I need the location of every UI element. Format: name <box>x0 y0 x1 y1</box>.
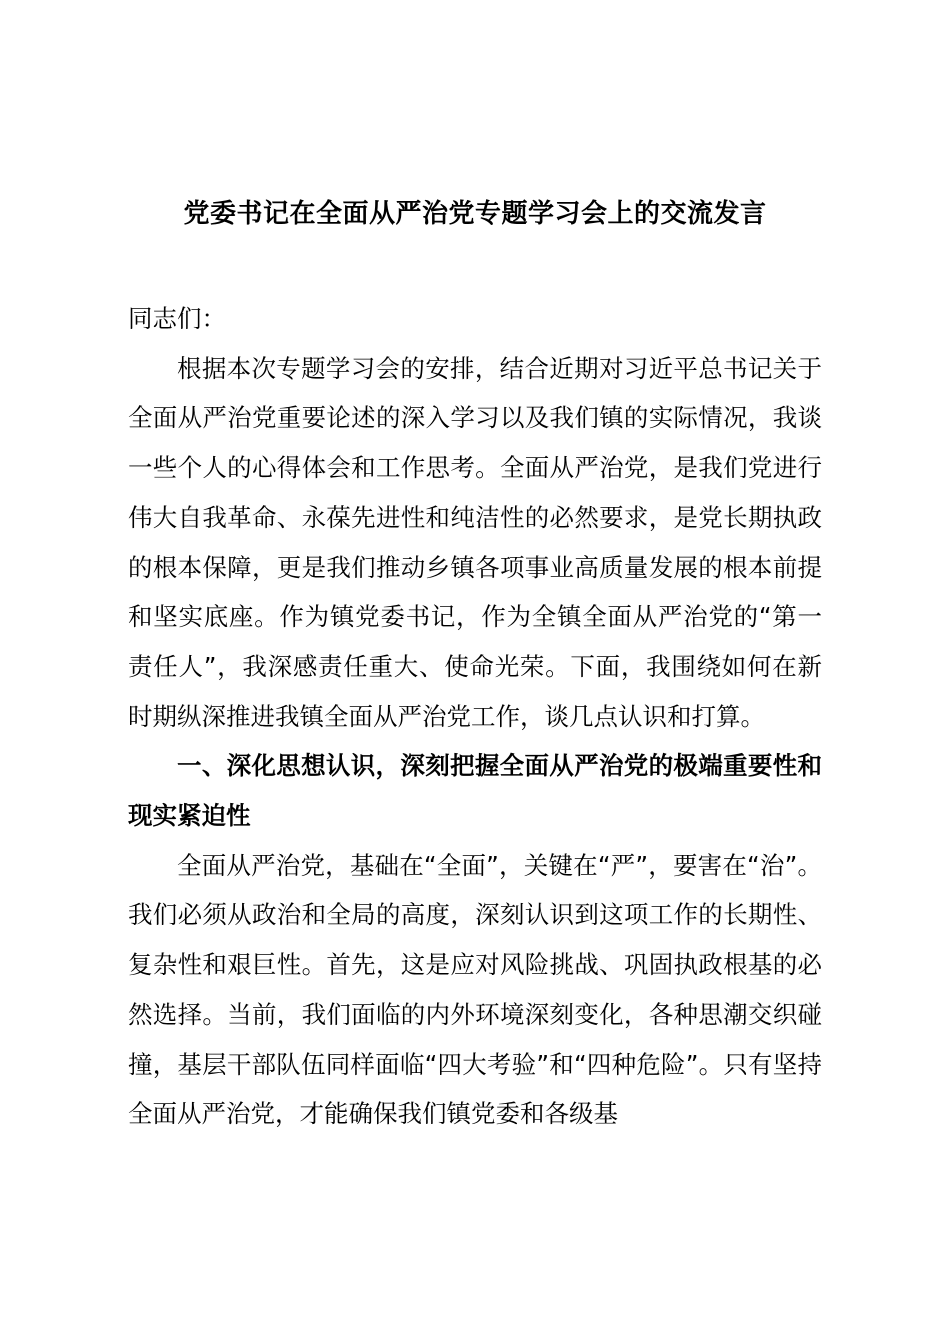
section-paragraph: 全面从严治党，基础在“全面”，关键在“严”，要害在“治”。我们必须从政治和全局的高度，深刻认识到这项工作的长期性、复杂性和艰巨性。首先，这是应对风险挑战、巩固执政根基的必然选择。当前，我们面临的内外环境深刻变化，各种思潮交织碰撞，基层干部队伍同样面临“四大考验”和“四种危险”。只有坚持全面从严治党，才能确保我们镇党委和各级基 <box>128 850 822 1129</box>
salutation: 同志们： <box>128 304 226 333</box>
section-heading: 一、深化思想认识，深刻把握全面从严治党的极端重要性和现实紧迫性 <box>128 751 822 831</box>
document-title: 党委书记在全面从严治党专题学习会上的交流发言 <box>183 199 767 229</box>
document-body <box>128 294 822 1139</box>
intro-paragraph: 根据本次专题学习会的安排，结合近期对习近平总书记关于全面从严治党重要论述的深入学习以及我们镇的实际情况，我谈一些个人的心得体会和工作思考。全面从严治党，是我们党进行伟大自我革命、永葆先进性和纯洁性的必然要求，是党长期执政的根本保障，更是我们推动乡镇各项事业高质量发展的根本前提和坚实底座。作为镇党委书记，作为全镇全面从严治党的“第一责任人”，我深感责任重大、使命光荣。下面，我围绕如何在新时期纵深推进我镇全面从严治党工作，谈几点认识和打算。 <box>128 353 822 731</box>
